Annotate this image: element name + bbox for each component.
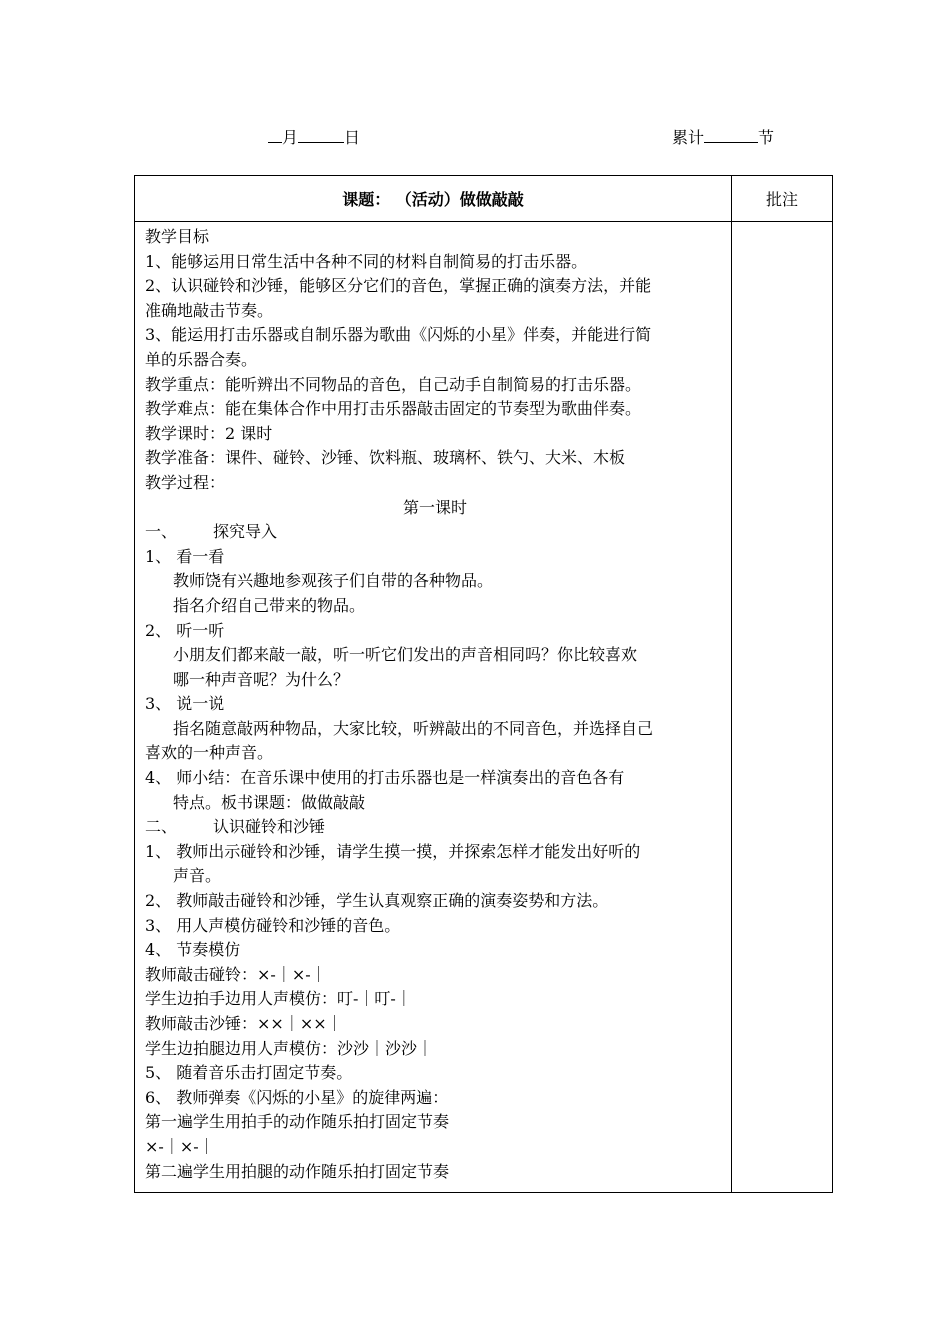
- step-speak-detail-2: 喜欢的一种声音。: [145, 743, 274, 763]
- step-listen-detail-1: 小朋友们都来敲一敲，听一听它们发出的声音相同吗？你比较喜欢: [173, 645, 638, 665]
- step-show-2: 声音。: [173, 866, 222, 886]
- step-beat: 5、 随着音乐击打固定节奏。: [145, 1063, 353, 1083]
- day-label: 日: [344, 128, 361, 147]
- day-blank: [298, 126, 344, 143]
- step-summary-1: 4、 师小结：在音乐课中使用的打击乐器也是一样演奏出的音色各有: [145, 768, 625, 788]
- section-2-title: 认识碰铃和沙锤: [213, 817, 326, 837]
- key-point: 教学重点：能听辨出不同物品的音色，自己动手自制简易的打击乐器。: [145, 374, 642, 394]
- lesson-1-heading: 第一课时: [402, 497, 467, 517]
- section-1-number: 一、: [145, 522, 178, 542]
- goal-2-line-2: 准确地敲击节奏。: [145, 300, 274, 320]
- step-listen: 2、 听一听: [145, 620, 225, 640]
- cumulative-line: [672, 126, 774, 148]
- difficulty: 教学难点：能在集体合作中用打击乐器敲击固定的节奏型为歌曲伴奏。: [145, 399, 642, 419]
- step-rhythm: 4、 节奏模仿: [145, 940, 241, 960]
- pass-1-rhythm: ×-｜×-｜: [145, 1136, 215, 1156]
- step-voice-imitate: 3、 用人声模仿碰铃和沙锤的音色。: [145, 915, 401, 935]
- step-listen-detail-2: 哪一种声音呢？为什么？: [173, 669, 350, 689]
- step-speak: 3、 说一说: [145, 694, 225, 714]
- section-1-title: 探究导入: [213, 522, 278, 542]
- rhythm-line-3: 教师敲击沙锤：××｜××｜: [145, 1014, 343, 1033]
- rhythm-line-2: 学生边拍手边用人声模仿：叮-｜叮-｜: [145, 989, 412, 1009]
- step-look-detail-1: 教师饶有兴趣地参观孩子们自带的各种物品。: [173, 571, 494, 591]
- lesson-content-cell: [135, 222, 732, 1193]
- step-look-detail-2: 指名介绍自己带来的物品。: [173, 595, 366, 615]
- step-play-song: 6、 教师弹奏《闪烁的小星》的旋律两遍：: [145, 1087, 449, 1107]
- lesson-content: [135, 222, 731, 1184]
- step-demonstrate: 2、 教师敲击碰铃和沙锤，学生认真观察正确的演奏姿势和方法。: [145, 891, 609, 911]
- section-2-heading: [145, 815, 725, 840]
- teaching-prep: 教学准备：课件、碰铃、沙锤、饮料瓶、玻璃杯、铁勺、大米、木板: [145, 448, 626, 468]
- lesson-plan-table: [134, 175, 833, 1193]
- pass-1: 第一遍学生用拍手的动作随乐拍打固定节奏: [145, 1112, 450, 1132]
- rhythm-line-1: 教师敲击碰铃：×-｜×-｜: [145, 964, 327, 984]
- step-summary-2: 特点。板书课题：做做敲敲: [173, 792, 366, 812]
- section-1-heading: [145, 520, 725, 545]
- goals-heading: 教学目标: [145, 227, 210, 246]
- table-header-row: [135, 176, 833, 222]
- cumulative-blank: [704, 126, 758, 143]
- date-line: [268, 126, 360, 148]
- lesson-title: 课题： （活动）做做敲敲: [135, 176, 732, 222]
- table-body-row: [135, 222, 833, 1193]
- cumulative-label: 累计: [672, 128, 705, 147]
- month-label: 月: [282, 128, 299, 147]
- goal-2-line-1: 2、认识碰铃和沙锤，能够区分它们的音色，掌握正确的演奏方法，并能: [145, 276, 652, 296]
- teaching-hours: 教学课时：2 课时: [145, 423, 273, 443]
- step-show-1: 1、 教师出示碰铃和沙锤，请学生摸一摸，并探索怎样才能发出好听的: [145, 841, 641, 861]
- note-column-header: 批注: [732, 176, 833, 222]
- rhythm-line-4: 学生边拍腿边用人声模仿：沙沙｜沙沙｜: [145, 1038, 434, 1058]
- note-column: [732, 222, 833, 1193]
- goal-1: 1、能够运用日常生活中各种不同的材料自制简易的打击乐器。: [145, 251, 588, 271]
- teaching-process: 教学过程：: [145, 472, 226, 492]
- step-look: 1、 看一看: [145, 546, 225, 566]
- goal-3-line-1: 3、能运用打击乐器或自制乐器为歌曲《闪烁的小星》伴奏，并能进行简: [145, 325, 652, 345]
- step-speak-detail-1: 指名随意敲两种物品，大家比较，听辨敲出的不同音色，并选择自己: [173, 718, 654, 738]
- period-label: 节: [758, 128, 775, 147]
- goal-3-line-2: 单的乐器合奏。: [145, 349, 258, 369]
- month-blank: [268, 126, 282, 143]
- section-2-number: 二、: [145, 817, 178, 837]
- pass-2: 第二遍学生用拍腿的动作随乐拍打固定节奏: [145, 1161, 450, 1181]
